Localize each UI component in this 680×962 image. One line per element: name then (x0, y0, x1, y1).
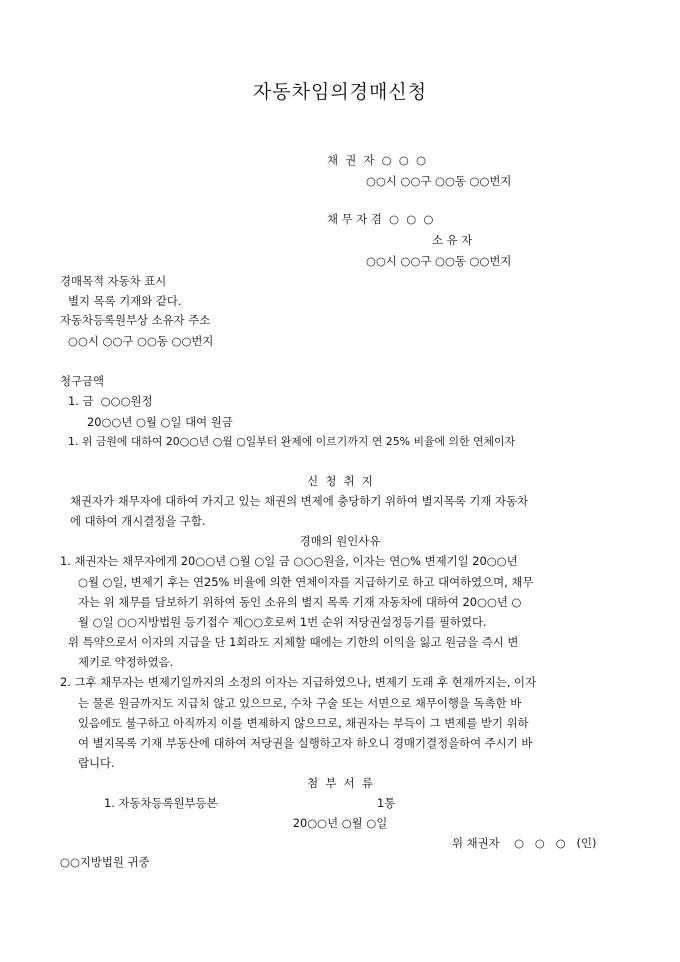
registry-owner-heading: 자동차등록원부상 소유자 주소 (60, 313, 211, 327)
attachment-item-1-count: 1통 (377, 796, 396, 810)
claim-item-2: 1. 위 금원에 대하여 20○○년 ○월 ○일부터 완제에 이르기까지 연 25% 비율에 의한 연체이자 (68, 435, 516, 448)
claim-item-1: 1. 금 ○○○원정 (68, 394, 153, 408)
owner-label: 소 유 자 (432, 233, 473, 247)
auction-target-heading: 경매목적 자동차 표시 (60, 274, 167, 288)
cause-paragraph-1-line-2: ○월 ○일, 변제기 후는 연25% 비율에 의한 연체이자를 지급하기로 하고 대여하였으며, 채무 (78, 575, 534, 589)
registry-owner-address: ○○시 ○○구 ○○동 ○○번지 (68, 334, 214, 348)
auction-target-text: 별지 목록 기재와 같다. (68, 294, 182, 308)
court-addressee: ○○지방법원 귀중 (60, 855, 150, 869)
cause-paragraph-2-line-2: 는 물론 원금까지도 지급치 않고 있으므로, 수차 구술 또는 서면으로 채무이행을 독촉한 바 (78, 696, 522, 710)
cause-paragraph-1-line-3: 자는 위 채무를 담보하기 위하여 동인 소유의 별지 목록 기재 자동차에 대하여 20○○년 ○ (78, 595, 522, 609)
cause-paragraph-1-line-5: 위 특약으로서 이자의 지급을 단 1회라도 지체할 때에는 기한의 이익을 잃고 원금을 즉시 변 (68, 635, 519, 649)
document-date: 20○○년 ○월 ○일 (292, 816, 388, 830)
signature-line: 위 채권자 ○ ○ ○ (인) (452, 836, 597, 850)
creditor-address: ○○시 ○○구 ○○동 ○○번지 (366, 174, 512, 188)
attachments-heading: 첨 부 서 류 (307, 776, 373, 790)
purpose-line-1: 채권자가 채무자에 대하여 가지고 있는 채권의 변제에 충당하기 위하여 별지목록 기재 자동차 (70, 494, 528, 508)
debtor-label: 채 무 자 겸 ○ ○ ○ (327, 212, 434, 226)
cause-paragraph-1-line-4: 월 ○일 ○○지방법원 등기접수 제○○호로써 1번 순위 저당권설정등기를 필하였다. (78, 615, 487, 629)
cause-paragraph-2-line-3: 있음에도 불구하고 아직까지 이를 변제하지 않으므로, 채권자는 부득이 그 변제를 받기 위하 (78, 716, 529, 730)
attachment-item-1-label: 1. 자동차등록원부등본 (104, 796, 218, 810)
cause-paragraph-2-line-1: 2. 그후 채무자는 변제기일까지의 소정의 이자는 지급하였으나, 변제기 도래 후 현재까지는, 이자 (60, 675, 537, 689)
debtor-address: ○○시 ○○구 ○○동 ○○번지 (366, 254, 512, 268)
creditor-label: 채 권 자 ○ ○ ○ (327, 153, 427, 167)
cause-heading: 경매의 원인사유 (299, 534, 381, 548)
claim-heading: 청구금액 (60, 374, 105, 388)
cause-paragraph-1-line-6: 제키로 약정하였음. (78, 655, 174, 669)
purpose-heading: 신 청 취 지 (307, 474, 373, 488)
purpose-line-2: 에 대하여 개시결정을 구함. (70, 514, 206, 528)
document-title: 자동차임의경매신청 (252, 81, 428, 103)
cause-paragraph-1-line-1: 1. 채권자는 채무자에게 20○○년 ○월 ○일 금 ○○○원을, 이자는 연○% 변제기일 20○○년 (60, 554, 518, 568)
cause-paragraph-2-line-5: 랍니다. (78, 756, 115, 770)
cause-paragraph-2-line-4: 여 별지목록 기재 부동산에 대하여 저당권을 실행하고자 하오니 경매기결정을하여 주시기 바 (78, 736, 533, 750)
claim-item-1-detail: 20○○년 ○월 ○일 대여 원금 (87, 415, 233, 429)
